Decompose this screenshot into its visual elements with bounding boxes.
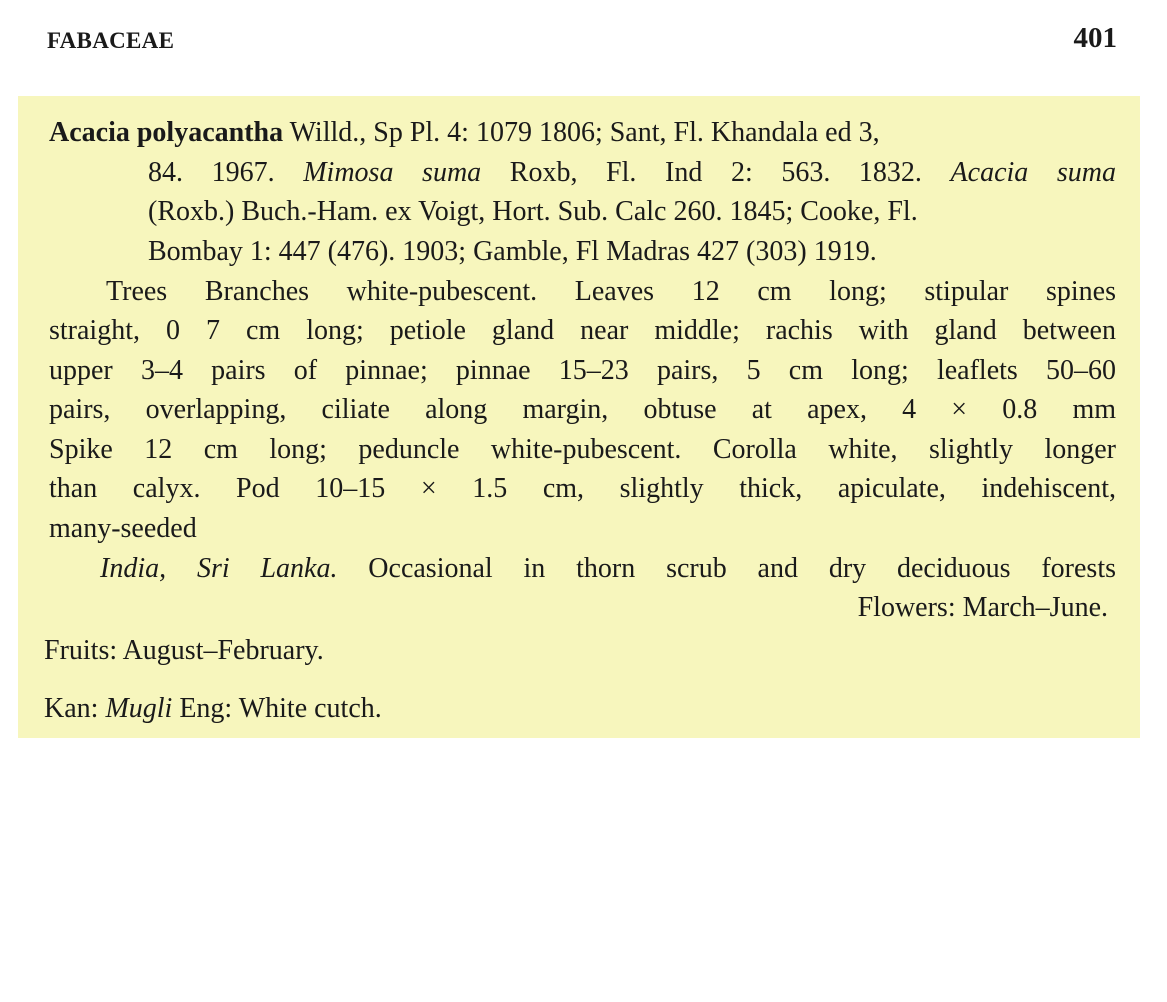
text-run: Occasional in thorn scrub and dry deciduous forests bbox=[337, 553, 1116, 584]
text-run: pairs, overlapping, ciliate along margin, obtuse at apex, 4 × 0.8 mm bbox=[49, 394, 1116, 425]
species-entry-box bbox=[18, 96, 1140, 738]
description-line-7 bbox=[49, 512, 197, 546]
flowering-period: Flowers: March–June. bbox=[857, 592, 1108, 623]
distribution-line bbox=[100, 552, 1116, 586]
description-line-4 bbox=[49, 393, 1116, 427]
text-run: (Roxb.) Buch.-Ham. ex Voigt, Hort. Sub. Calc 260. 1845; Cooke, Fl. bbox=[148, 196, 918, 227]
nomenclature-line-3 bbox=[148, 195, 918, 229]
description-line-5 bbox=[49, 433, 1116, 467]
fruiting-period: Fruits: August–February. bbox=[44, 635, 324, 666]
nomenclature-line-2 bbox=[148, 156, 1116, 190]
text-run: Eng: White cutch. bbox=[172, 693, 382, 724]
bold-text-run: Acacia polyacantha bbox=[49, 117, 284, 148]
page-number: 401 bbox=[1073, 22, 1117, 54]
nomenclature-line-1 bbox=[49, 116, 880, 150]
text-run: Spike 12 cm long; peduncle white-pubescent. Corolla white, slightly longer bbox=[49, 434, 1116, 465]
italic-text-run: Acacia suma bbox=[950, 157, 1117, 188]
text-run: upper 3–4 pairs of pinnae; pinnae 15–23 pairs, 5 cm long; leaflets 50–60 bbox=[49, 355, 1116, 386]
text-run: Roxb, Fl. Ind 2: 563. 1832. bbox=[481, 157, 951, 188]
description-line-1 bbox=[106, 275, 1116, 309]
description-line-6 bbox=[49, 472, 1116, 506]
text-run: Trees Branches white-pubescent. Leaves 12 cm long; stipular spines bbox=[106, 276, 1116, 307]
text-run: 84. 1967. bbox=[148, 157, 304, 188]
family-heading: FABACEAE bbox=[47, 28, 175, 53]
text-run: than calyx. Pod 10–15 × 1.5 cm, slightly thick, apiculate, indehiscent, bbox=[49, 473, 1116, 504]
text-run: Kan: bbox=[44, 693, 106, 724]
description-line-3 bbox=[49, 354, 1116, 388]
nomenclature-line-4 bbox=[148, 235, 877, 269]
text-run: many-seeded bbox=[49, 513, 197, 544]
italic-text-run: India, Sri Lanka. bbox=[100, 553, 338, 584]
vernacular-names bbox=[44, 692, 382, 726]
text-run: Bombay 1: 447 (476). 1903; Gamble, Fl Madras 427 (303) 1919. bbox=[148, 236, 877, 267]
description-line-2 bbox=[49, 314, 1116, 348]
italic-text-run: Mimosa suma bbox=[303, 157, 482, 188]
italic-text-run: Mugli bbox=[105, 693, 173, 724]
text-run: straight, 0 7 cm long; petiole gland near middle; rachis with gland between bbox=[49, 315, 1116, 346]
text-run: Willd., Sp Pl. 4: 1079 1806; Sant, Fl. Khandala ed 3, bbox=[283, 117, 880, 148]
